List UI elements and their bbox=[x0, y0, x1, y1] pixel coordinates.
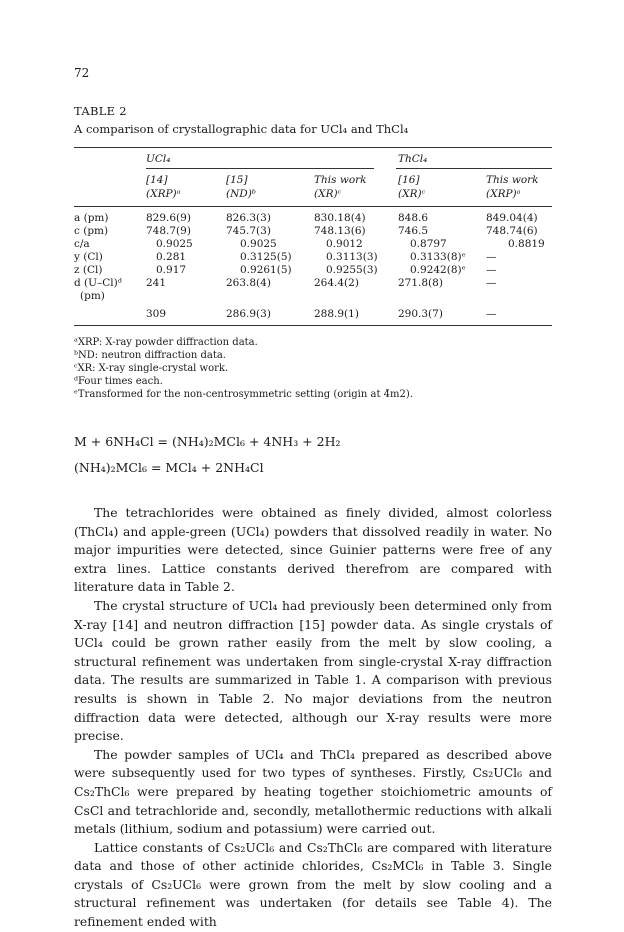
table-header-rule bbox=[74, 206, 552, 207]
table-cell: 0.281 bbox=[156, 251, 187, 263]
paragraph: The crystal structure of UCl₄ had previously been determined only from X-ray [14] and neutron diffraction [15] powder data. As single crystals of UCl₄ could be grown rather easily from the melt by slow cooling, a structural refinement was undertaken from single-crystal X-ray diffraction data. The results are summarized in Table 1. A comparison with previous results is shown in Table 2. No major deviations from the neutron diffraction data were detected, although our X-ray results were more precise. bbox=[74, 597, 552, 744]
table-cell: 286.9(3) bbox=[226, 308, 271, 320]
table-cell: — bbox=[486, 264, 497, 276]
table-cell: 830.18(4) bbox=[314, 212, 366, 224]
row-label: d (U–Cl)ᵈ bbox=[74, 277, 122, 289]
table-cell: 288.9(1) bbox=[314, 308, 359, 320]
row-label: c/a bbox=[74, 238, 90, 250]
row-label-unit: (pm) bbox=[80, 290, 105, 302]
table-cell: 264.4(2) bbox=[314, 277, 359, 289]
table-cell: 748.13(6) bbox=[314, 225, 366, 237]
table-cell: 309 bbox=[146, 308, 167, 320]
col-header-method: (XR)ᶜ bbox=[398, 188, 426, 200]
paragraph: The powder samples of UCl₄ and ThCl₄ prepared as described above were subsequently used for two types of syntheses. Firstly, Cs₂UCl₆ and Cs₂ThCl₆ were prepared by heating together stoichiometric amounts of CsCl and tetrachloride and, secondly, metallothermic reductions with alkali metals (lithium, sodium and potassium) were carried out. bbox=[74, 746, 552, 837]
table-cell: 829.6(9) bbox=[146, 212, 191, 224]
table-footnote: ᵇND: neutron diffraction data. bbox=[74, 350, 226, 361]
table-cell: 848.6 bbox=[398, 212, 429, 224]
table-cell: 0.9012 bbox=[326, 238, 363, 250]
table-cell: 849.04(4) bbox=[486, 212, 538, 224]
row-label: z (Cl) bbox=[74, 264, 103, 276]
table-cell: 0.3133(8)ᵉ bbox=[410, 251, 466, 263]
equation: M + 6NH₄Cl = (NH₄)₂MCl₆ + 4NH₃ + 2H₂ bbox=[74, 434, 341, 449]
group-header-ucl4: UCl₄ bbox=[146, 153, 171, 165]
col-header-ref: [16] bbox=[398, 174, 420, 186]
table-cell: 0.917 bbox=[156, 264, 187, 276]
table-caption: A comparison of crystallographic data for UCl₄ and ThCl₄ bbox=[74, 122, 409, 136]
table-cell: 290.3(7) bbox=[398, 308, 443, 320]
group-header-thcl4: ThCl₄ bbox=[398, 153, 428, 165]
table-cell: 0.8797 bbox=[410, 238, 447, 250]
table-cell: 271.8(8) bbox=[398, 277, 443, 289]
row-label: y (Cl) bbox=[74, 251, 103, 263]
table-cell: 826.3(3) bbox=[226, 212, 271, 224]
table-cell: 0.9242(8)ᵉ bbox=[410, 264, 466, 276]
table-footnote: ᵉTransformed for the non-centrosymmetric setting (origin at 4̄m2). bbox=[74, 389, 413, 400]
table-cell: 0.3113(3) bbox=[326, 251, 378, 263]
table-cell: 241 bbox=[146, 277, 167, 289]
table-cell: 748.7(9) bbox=[146, 225, 191, 237]
table-cell: 0.3125(5) bbox=[240, 251, 292, 263]
table-cell: — bbox=[486, 277, 497, 289]
table-cell: 0.9025 bbox=[240, 238, 277, 250]
table-cell: — bbox=[486, 251, 497, 263]
equation: (NH₄)₂MCl₆ = MCl₄ + 2NH₄Cl bbox=[74, 460, 264, 475]
col-header-ref: [15] bbox=[226, 174, 248, 186]
table-cell: 748.74(6) bbox=[486, 225, 538, 237]
table-cell: — bbox=[486, 308, 497, 320]
paragraph: The tetrachlorides were obtained as finely divided, almost colorless (ThCl₄) and apple-green (UCl₄) powders that dissolved readily in water. No major impurities were detected, since Guinier patterns were free of any extra lines. Lattice constants derived therefrom are compared with literature data in Table 2. bbox=[74, 505, 552, 595]
body-text bbox=[74, 504, 552, 932]
table-cell: 0.9025 bbox=[156, 238, 193, 250]
paragraph: Lattice constants of Cs₂UCl₆ and Cs₂ThCl₆ are compared with literature data and those of other actinide chlorides, Cs₂MCl₆ in Table 3. Single crystals of Cs₂UCl₆ were grown from the melt by slow cooling and a structural refinement was undertaken (for details see Table 4). The refinement ended with bbox=[74, 839, 552, 930]
col-header-method: (XRP)ᵃ bbox=[486, 188, 521, 200]
table-footnote: ᵈFour times each. bbox=[74, 376, 163, 387]
col-header-method: (XR)ᶜ bbox=[314, 188, 342, 200]
table-footnote: ᵃXRP: X-ray powder diffraction data. bbox=[74, 337, 258, 348]
row-label: c (pm) bbox=[74, 225, 109, 237]
ucl4-group-rule bbox=[146, 168, 374, 169]
table-cell: 0.9261(5) bbox=[240, 264, 292, 276]
col-header-ref: [14] bbox=[146, 174, 168, 186]
col-header-method: (ND)ᵇ bbox=[226, 188, 256, 200]
col-header-ref: This work bbox=[314, 174, 367, 186]
table-cell: 745.7(3) bbox=[226, 225, 271, 237]
row-label: a (pm) bbox=[74, 212, 109, 224]
table-top-rule bbox=[74, 147, 552, 148]
page-number: 72 bbox=[74, 66, 90, 80]
table-cell: 263.8(4) bbox=[226, 277, 271, 289]
table-cell: 746.5 bbox=[398, 225, 429, 237]
table-footnote: ᶜXR: X-ray single-crystal work. bbox=[74, 363, 229, 374]
thcl4-group-rule bbox=[396, 168, 552, 169]
table-label: TABLE 2 bbox=[74, 104, 127, 118]
table-cell: 0.9255(3) bbox=[326, 264, 378, 276]
table-cell: 0.8819 bbox=[508, 238, 545, 250]
table-bottom-rule bbox=[74, 325, 552, 326]
col-header-method: (XRP)ᵃ bbox=[146, 188, 181, 200]
col-header-ref: This work bbox=[486, 174, 539, 186]
